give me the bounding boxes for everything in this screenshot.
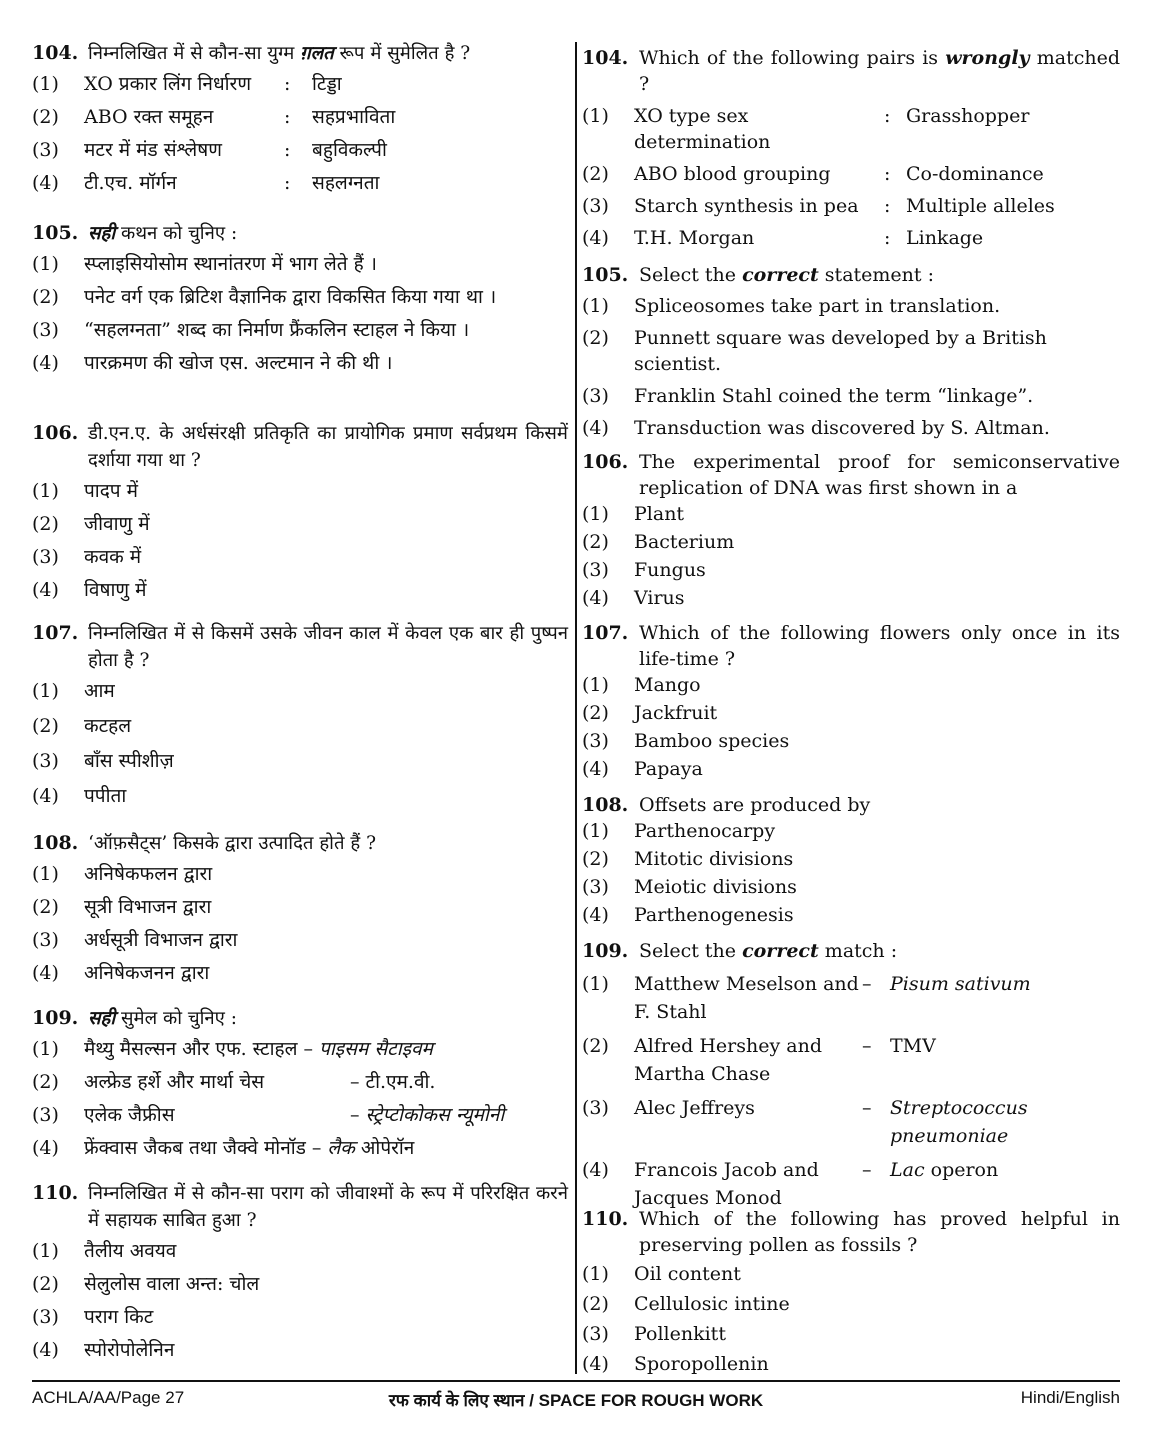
emphasis-correct: सही: [88, 1008, 116, 1029]
question-108-hindi: [32, 830, 568, 993]
option-2: (2) Mitotic divisions: [582, 848, 794, 870]
option-3: (3) अर्धसूत्री विभाजन द्वारा: [32, 929, 238, 951]
option-3: (3) कवक में: [32, 546, 142, 568]
question-text: Which of the following has proved helpful in preserving pollen as fossils ?: [639, 1208, 1120, 1256]
option-4: (4) Transduction was discovered by S. Altman.: [582, 417, 1050, 439]
option-4: (4) Sporopollenin: [582, 1353, 769, 1375]
question-105-english: [582, 262, 1120, 443]
options-list: [582, 818, 1120, 928]
option-1: (1) स्प्लाइसियोसोम स्थानांतरण में भाग लेते हैं ।: [32, 253, 378, 275]
option-1: (1) अनिषेकफलन द्वारा: [32, 863, 213, 885]
option-2: (2) ABO रक्त समूहन : सहप्रभाविता: [32, 106, 396, 128]
page-footer: [32, 1388, 1120, 1418]
option-4: (4) पपीता: [32, 785, 127, 807]
question-110-english: [582, 1206, 1120, 1379]
question-number: 110.: [582, 1208, 629, 1230]
option-2: (2) ABO blood grouping : Co-dominance: [582, 163, 1044, 185]
question-106-english: [582, 449, 1120, 613]
question-number: 110.: [32, 1182, 79, 1204]
question-number: 107.: [32, 622, 79, 644]
question-number: 105.: [582, 264, 629, 286]
question-text: सही कथन को चुनिए :: [88, 223, 238, 244]
option-1: (1) आम: [32, 680, 115, 702]
option-1: (1) XO प्रकार लिंग निर्धारण : टिड्डा: [32, 73, 342, 95]
option-4: (4) T.H. Morgan : Linkage: [582, 227, 984, 249]
option-1: (1) मैथ्यु मैसल्सन और एफ. स्टाहल – पाइसम सैटाइवम: [32, 1038, 433, 1060]
option-2: (2) Jackfruit: [582, 702, 718, 724]
question-number: 104.: [32, 42, 79, 64]
option-4: (4) Virus: [582, 587, 685, 609]
question-text: Which of the following flowers only once in its life-time ?: [639, 622, 1120, 670]
option-4: (4) अनिषेकजनन द्वारा: [32, 962, 210, 984]
question-104-english: [582, 45, 1120, 253]
question-110-hindi: [32, 1180, 568, 1370]
option-1: (1) Spliceosomes take part in translation.: [582, 295, 1001, 317]
option-2: (2) सूत्री विभाजन द्वारा: [32, 896, 212, 918]
options-list: [582, 501, 1120, 611]
question-109-english: [582, 938, 1120, 1214]
option-3: (3) एलेक जैफ्रीस – स्ट्रेप्टोकोकस न्यूमोनी: [32, 1104, 505, 1126]
emphasis-wrongly: wrongly: [945, 47, 1030, 69]
option-2: (2) पनेट वर्ग एक ब्रिटिश वैज्ञानिक द्वारा विकसित किया गया था ।: [32, 286, 497, 308]
emphasis-wrong: ग़लत: [300, 43, 334, 64]
option-1: (1) Oil content: [582, 1263, 741, 1285]
question-text: निम्नलिखित में से किसमें उसके जीवन काल में केवल एक बार ही पुष्पन होता है ?: [88, 623, 568, 671]
question-number: 109.: [582, 940, 629, 962]
question-108-english: [582, 792, 1120, 930]
question-109-hindi: [32, 1005, 568, 1168]
page-code: ACHLA/AA/Page 27: [32, 1388, 185, 1407]
option-3: (3) Bamboo species: [582, 730, 790, 752]
option-3: (3) Pollenkitt: [582, 1323, 726, 1345]
question-106-hindi: [32, 420, 568, 610]
option-1: (1) तैलीय अवयव: [32, 1240, 177, 1262]
question-text: Select the correct statement :: [639, 264, 934, 286]
option-3: (3) Franklin Stahl coined the term “linkage”.: [582, 385, 1034, 407]
option-4: (4) विषाणु में: [32, 579, 147, 601]
options-list: [32, 678, 568, 810]
option-4: (4) स्पोरोपोलेनिन: [32, 1339, 175, 1361]
question-text: Offsets are produced by: [639, 794, 871, 816]
question-text: Which of the following pairs is wrongly matched ?: [639, 47, 1120, 95]
options-list: [32, 251, 568, 377]
question-number: 107.: [582, 622, 629, 644]
question-text: डी.एन.ए. के अर्धसंरक्षी प्रतिकृति का प्रायोगिक प्रमाण सर्वप्रथम किसमें दर्शाया गया था ?: [88, 423, 568, 471]
question-text: The experimental proof for semiconservative replication of DNA was first shown in a: [639, 451, 1120, 499]
question-number: 106.: [32, 422, 79, 444]
option-3: (3) पराग किट: [32, 1306, 154, 1328]
question-107-hindi: [32, 620, 568, 816]
option-2: (2) Alfred Hershey and Martha Chase – TMV: [582, 1035, 936, 1085]
emphasis-correct: correct: [742, 940, 819, 962]
options-list: [32, 861, 568, 987]
question-107-english: [582, 620, 1120, 784]
options-list: [582, 672, 1120, 782]
option-3: (3) Fungus: [582, 559, 706, 581]
option-2: (2) अल्फ्रेड हर्शे और मार्था चेस – टी.एम.वी.: [32, 1071, 436, 1093]
option-1: (1) पादप में: [32, 480, 138, 502]
option-2: (2) Bacterium: [582, 531, 735, 553]
question-number: 108.: [32, 832, 79, 854]
question-number: 104.: [582, 47, 629, 69]
question-number: 108.: [582, 794, 629, 816]
option-1: (1) Plant: [582, 503, 685, 525]
column-divider: [575, 42, 577, 1374]
question-number: 109.: [32, 1007, 79, 1029]
option-1: (1) XO type sex determination : Grasshopper: [582, 105, 1030, 153]
question-text: निम्नलिखित में से कौन-सा युग्म ग़लत रूप में सुमेलित है ?: [88, 43, 471, 64]
option-2: (2) Cellulosic intine: [582, 1293, 790, 1315]
emphasis-correct: correct: [742, 264, 819, 286]
options-list: [32, 71, 568, 197]
options-list: [32, 1036, 568, 1162]
options-list: [582, 293, 1120, 441]
options-list: [582, 103, 1120, 251]
option-3: (3) बाँस स्पीशीज़: [32, 750, 174, 772]
option-4: (4) Papaya: [582, 758, 703, 780]
option-4: (4) Francois Jacob and Jacques Monod – Lac operon: [582, 1159, 999, 1209]
option-3: (3) Starch synthesis in pea : Multiple alleles: [582, 195, 1055, 217]
options-list: [32, 478, 568, 604]
option-2: (2) सेलुलोस वाला अन्त: चोल: [32, 1273, 260, 1295]
question-text: सही सुमेल को चुनिए :: [88, 1008, 238, 1029]
emphasis-correct: सही: [88, 223, 116, 244]
option-1: (1) Mango: [582, 674, 701, 696]
question-number: 105.: [32, 222, 79, 244]
option-4: (4) टी.एच. मॉर्गन : सहलग्नता: [32, 172, 380, 194]
question-104-hindi: [32, 40, 568, 203]
option-3: (3) मटर में मंड संश्लेषण : बहुविकल्पी: [32, 139, 387, 161]
option-4: (4) Parthenogenesis: [582, 904, 794, 926]
option-1: (1) Parthenocarpy: [582, 820, 776, 842]
question-105-hindi: [32, 220, 568, 383]
question-text: निम्नलिखित में से कौन-सा पराग को जीवाश्मों के रूप में परिरक्षित करने में सहायक साबित हुआ ?: [88, 1183, 568, 1231]
options-list: [32, 1238, 568, 1364]
option-4: (4) फ्रेंक्वास जैकब तथा जैक्वे मोनॉड – लैक ओपेरॉन: [32, 1137, 415, 1159]
option-2: (2) जीवाणु में: [32, 513, 150, 535]
options-list: [582, 1261, 1120, 1377]
option-3: (3) “सहलग्नता” शब्द का निर्माण फ्रैंकलिन स्टाहल ने किया ।: [32, 319, 470, 341]
language-label: Hindi/English: [1020, 1388, 1120, 1407]
option-3: (3) Alec Jeffreys – Streptococcus pneumoniae: [582, 1097, 1028, 1147]
option-4: (4) पारक्रमण की खोज एस. अल्टमान ने की थी ।: [32, 352, 393, 374]
footer-rule: [32, 1380, 1120, 1382]
rough-work-label: रफ कार्य के लिए स्थान / SPACE FOR ROUGH WORK: [388, 1391, 764, 1410]
option-1: (1) Matthew Meselson and F. Stahl – Pisum sativum: [582, 973, 1031, 1023]
option-2: (2) Punnett square was developed by a British scientist.: [582, 327, 1047, 375]
options-list: [582, 970, 1120, 1212]
question-text: Select the correct match :: [639, 940, 898, 962]
option-2: (2) कटहल: [32, 715, 132, 737]
question-number: 106.: [582, 451, 629, 473]
option-3: (3) Meiotic divisions: [582, 876, 797, 898]
question-text: ‘ऑफ़सैट्स’ किसके द्वारा उत्पादित होते हैं ?: [88, 833, 377, 854]
